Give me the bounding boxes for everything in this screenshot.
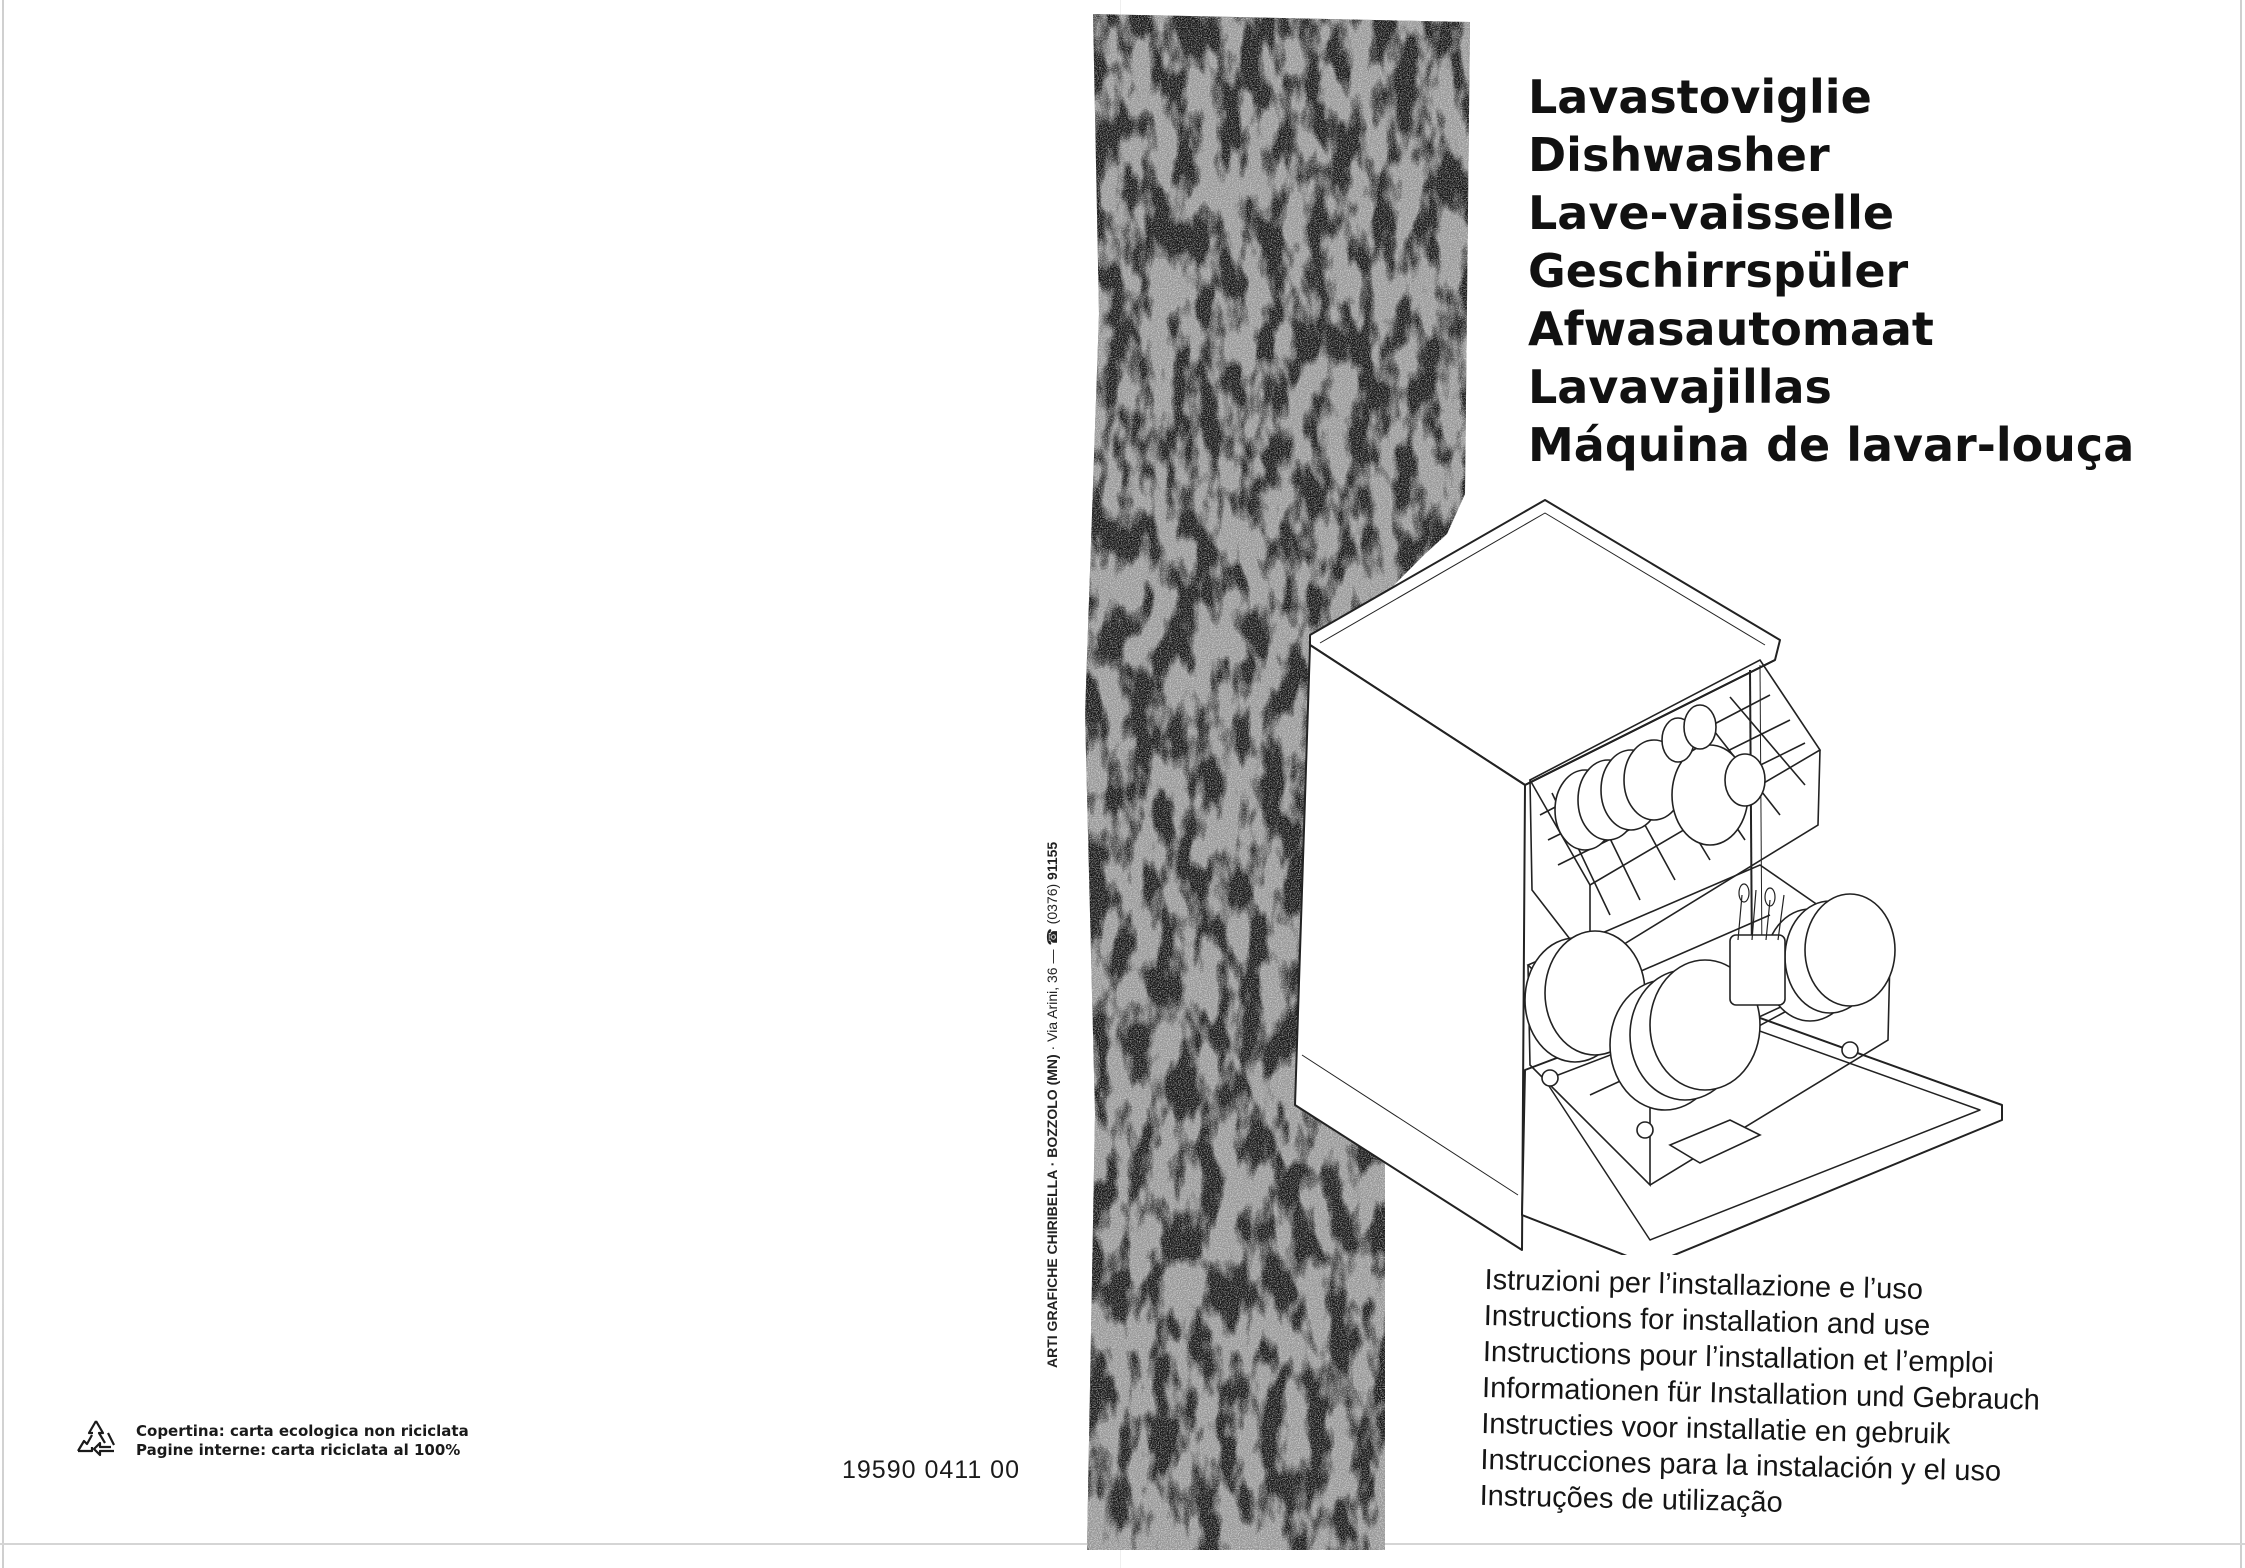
printer-address: · Via Arini, 36 — ☎ (0376) bbox=[1044, 879, 1060, 1055]
instructions-italian: Istruzioni per l’installazione e l’uso bbox=[1484, 1263, 1924, 1306]
recycle-note bbox=[70, 1415, 469, 1467]
title-french: Lave-vaisselle bbox=[1528, 186, 1895, 240]
recycle-note-line-1: Copertina: carta ecologica non riciclata bbox=[136, 1422, 469, 1440]
title-block bbox=[1528, 68, 2168, 474]
catalog-number: 19590 0411 00 bbox=[842, 1456, 1020, 1484]
recycle-icon bbox=[70, 1415, 122, 1467]
printer-imprint bbox=[1044, 842, 1061, 1368]
scan-edge-right bbox=[2240, 0, 2242, 1568]
title-dutch: Afwasautomaat bbox=[1528, 302, 1934, 356]
title-portuguese: Máquina de lavar-louça bbox=[1528, 418, 2135, 472]
instructions-english: Instructions for installation and use bbox=[1483, 1299, 1931, 1343]
instructions-french: Instructions pour l’installation et l’emploi bbox=[1482, 1335, 1995, 1380]
instructions-block bbox=[1479, 1262, 2125, 1528]
instructions-dutch: Instructies voor installatie en gebruik bbox=[1480, 1407, 1951, 1451]
title-spanish: Lavavajillas bbox=[1528, 360, 1832, 414]
recycle-note-line-2: Pagine interne: carta riciclata al 100% bbox=[136, 1441, 461, 1459]
printer-name: ARTI GRAFICHE CHIRIBELLA · BOZZOLO (MN) bbox=[1044, 1054, 1060, 1368]
title-english: Dishwasher bbox=[1528, 128, 1830, 182]
title-german: Geschirrspüler bbox=[1528, 244, 1909, 298]
dishwasher-illustration bbox=[1290, 495, 2025, 1255]
scan-edge-left bbox=[2, 0, 4, 1568]
title-italian: Lavastoviglie bbox=[1528, 70, 1872, 124]
instructions-portuguese: Instruções de utilização bbox=[1479, 1479, 1784, 1519]
instructions-spanish: Instrucciones para la instalación y el uso bbox=[1480, 1443, 2002, 1488]
instructions-german: Informationen für Installation und Gebrauch bbox=[1481, 1371, 2041, 1417]
printer-phone: 91155 bbox=[1044, 841, 1060, 880]
